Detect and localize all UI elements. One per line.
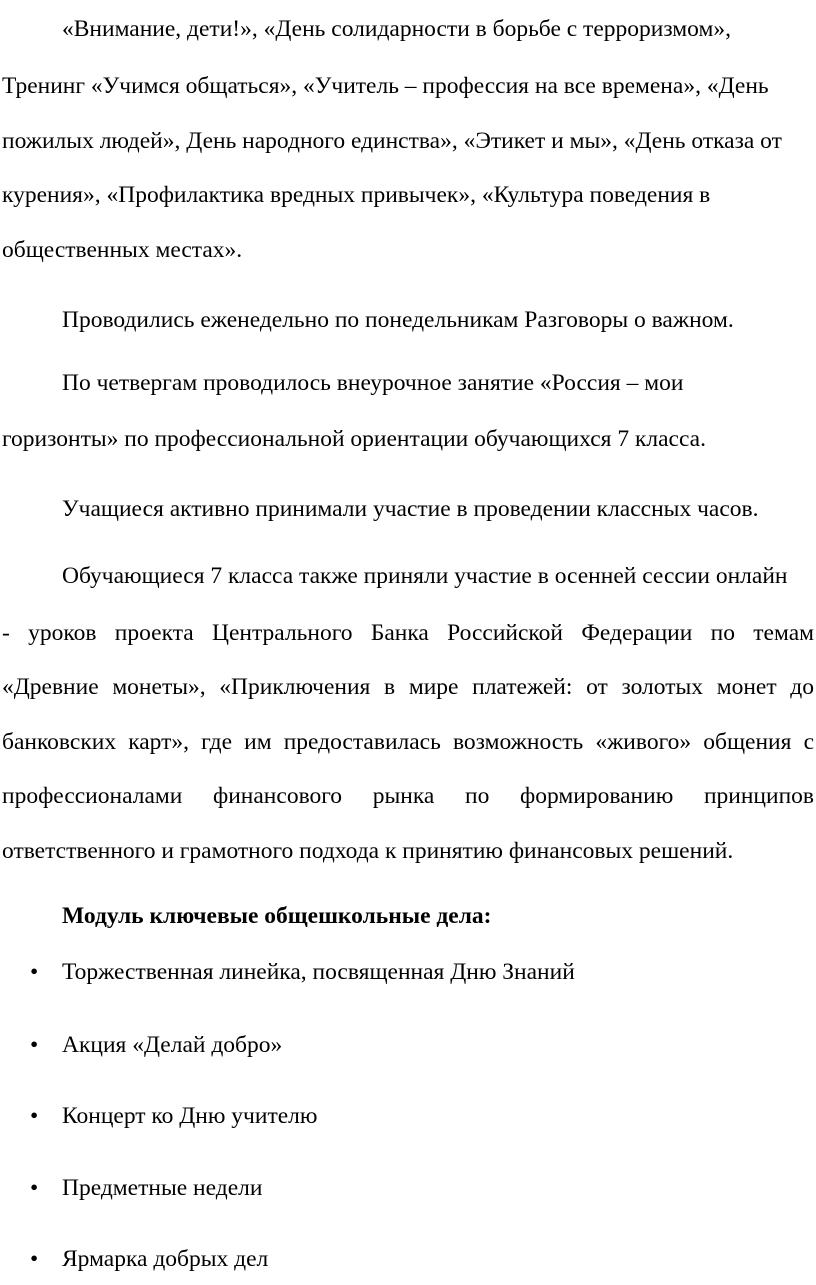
section-heading: Модуль ключевые общешкольные дела: [62,903,492,929]
paragraph-1-line-5: общественных местах». [2,237,243,263]
paragraph-1-line-1: «Внимание, дети!», «День солидарности в борьбе с терроризмом», [62,16,731,42]
paragraph-3-line-1: По четвергам проводилось внеурочное занятие «Россия – мои [62,370,684,396]
paragraph-2: Проводились еженедельно по понедельникам Разговоры о важном. [62,307,734,333]
paragraph-5-line-5: профессионалами финансового рынка по формированию принципов [2,783,814,809]
bullet-icon: • [30,1103,39,1129]
paragraph-1-line-3: пожилых людей», День народного единства», «Этикет и мы», «День отказа от [2,128,782,154]
paragraph-5-line-4: банковских карт», где им предоставилась возможность «живого» общения с [2,729,814,755]
paragraph-1-line-2: Тренинг «Учимся общаться», «Учитель – профессия на все времена», «День [2,73,769,99]
bullet-icon: • [30,1246,39,1272]
paragraph-3-line-2: горизонты» по профессиональной ориентации обучающихся 7 класса. [2,426,706,452]
paragraph-5-line-1: Обучающиеся 7 класса также приняли участие в осенней сессии онлайн [62,563,788,589]
list-item: Предметные недели [62,1175,263,1201]
list-item: Акция «Делай добро» [62,1032,283,1058]
paragraph-4: Учащиеся активно принимали участие в проведении классных часов. [62,496,759,522]
bullet-icon: • [30,1032,39,1058]
paragraph-5-line-6: ответственного и грамотного подхода к принятию финансовых решений. [2,838,734,864]
paragraph-5-line-2: - уроков проекта Центрального Банка Российской Федерации по темам [2,620,814,646]
paragraph-5-line-3: «Древние монеты», «Приключения в мире платежей: от золотых монет до [2,674,814,700]
paragraph-1-line-4: курения», «Профилактика вредных привычек», «Культура поведения в [2,182,711,208]
list-item: Ярмарка добрых дел [62,1246,269,1272]
list-item: Концерт ко Дню учителю [62,1103,318,1129]
bullet-icon: • [30,959,39,985]
list-item: Торжественная линейка, посвященная Дню Знаний [62,959,575,985]
bullet-icon: • [30,1175,39,1201]
